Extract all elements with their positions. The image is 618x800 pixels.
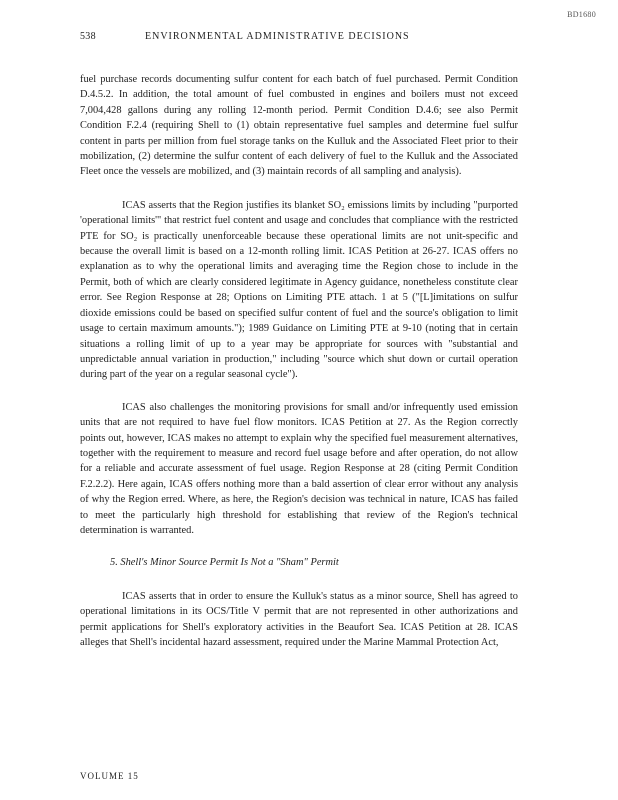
running-header [0,30,618,46]
document-id: BD1680 [567,10,596,19]
header-title: ENVIRONMENTAL ADMINISTRATIVE DECISIONS [145,31,410,42]
body-text [80,72,518,667]
page-number: 538 [80,31,96,42]
paragraph-2: ICAS asserts that the Region justifies its blanket SO₂ emissions limits by including "purported 'operational limits'" that restrict fuel content and usage and concludes that compliance with the restricted PTE for SO₂ is practically unenforceable because these operational limits are not unit-specific and because the overall limit is based on a 12-month rolling limit. ICAS Petition at 26-27. ICAS offers no explanation as to why the operational limits and averaging time the Region chose to include in the Permit, both of which are clearly considered legitimate in Agency guidance, nonetheless constitute clear error. See Region Response at 28; Options on Limiting PTE attach. 1 at 5 ("[L]imitations on sulfur dioxide emissions could be based on specified sulfur content of fuel and the source's obligation to limit usage to certain maximum amounts."); 1989 Guidance on Limiting PTE at 9-10 (noting that in certain situations a rolling limit of up to a year may be appropriate for sources with "substantial and unpredictable annual variation in production," including "source which shut down or curtail operation during part of the year on a regular seasonal cycle"). [80,199,518,381]
paragraph-4: ICAS asserts that in order to ensure the Kulluk's status as a minor source, Shell has agreed to operational limitations in its OCS/Title V permit that are not represented in other authorizations and permit applications for Shell's exploratory activities in the Beaufort Sea. ICAS Petition at 28. ICAS alleges that Shell's incidental hazard assessment, required under the Marine Mammal Protection Act, [80,590,518,648]
paragraph-3: ICAS also challenges the monitoring provisions for small and/or infrequently used emission units that are not required to have fuel flow monitors. ICAS Petition at 27. As the Region correctly points out, however, ICAS makes no attempt to explain why the specified fuel measurement alternatives, together with the requirement to measure and record fuel usage before and after operation, do not allow for a reliable and accurate assessment of fuel usage. Region Response at 28 (citing Permit Condition F.2.2.2). Here again, ICAS offers nothing more than a bald assertion of clear error without any analysis of why the Region erred. Where, as here, the Region's decision was technical in nature, ICAS has failed to meet the particularly high threshold for establishing that review of the Region's technical determination is warranted. [80,401,518,536]
paragraph-1: fuel purchase records documenting sulfur content for each batch of fuel purchased. Permit Condition D.4.5.2. In addition, the total amount of fuel combusted in engines and boilers must not exceed 7,004,428 gallons during any rolling 12-month period. Permit Condition D.4.6; see also Permit Condition F.2.4 (requiring Shell to (1) obtain representative fuel samples and determine fuel sulfur content in parts per million from fuel storage tanks on the Kulluk and the Associated Fleet prior to their mobilization, (2) determine the sulfur content of each delivery of fuel to the Kulluk and the Associated Fleet once the vessels are mobilized, and (3) maintain records of all sampling and analysis). [80,74,518,178]
footer-volume: VOLUME 15 [80,771,139,781]
section-heading: 5. Shell's Minor Source Permit Is Not a "Sham" Permit [110,557,339,569]
